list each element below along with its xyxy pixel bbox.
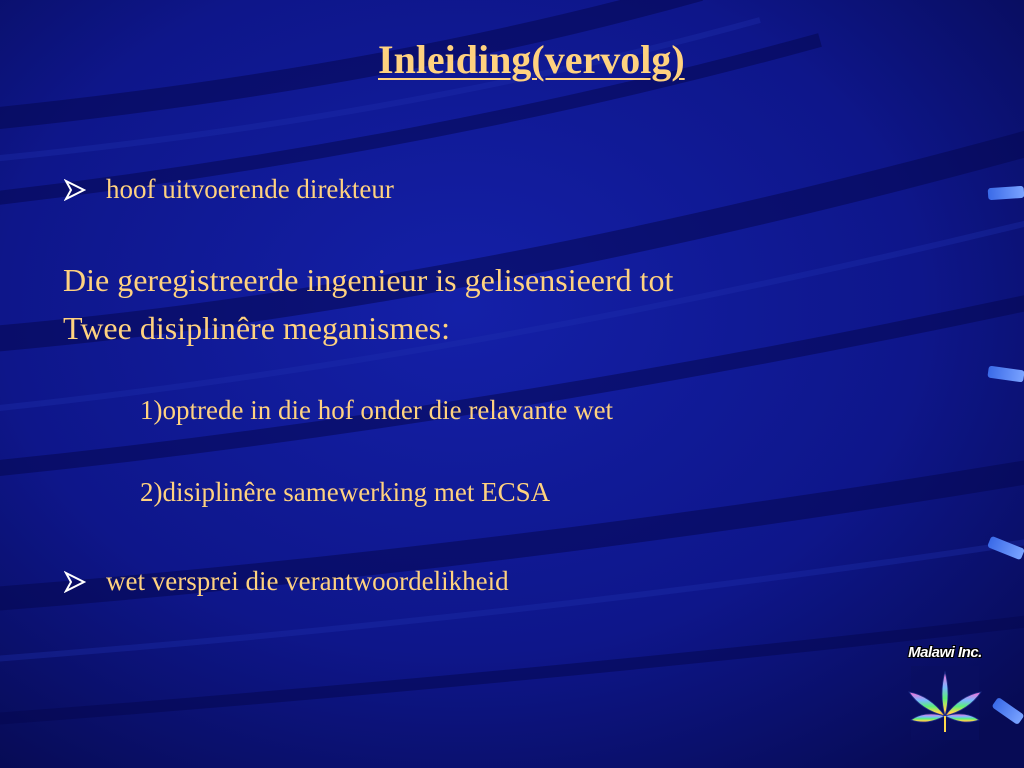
edge-tab	[988, 186, 1024, 200]
leaf-icon	[905, 666, 985, 744]
company-logo	[900, 644, 990, 744]
bullet-item-2	[64, 566, 509, 597]
bullet-item-1	[64, 174, 394, 205]
arrow-bullet-icon	[64, 179, 86, 201]
paragraph-line: Die geregistreerde ingenieur is gelisensieerd tot	[63, 262, 674, 298]
slide-title: Inleiding(vervolg)	[378, 37, 685, 82]
numbered-item-2: 2)disiplinêre samewerking met ECSA	[140, 477, 551, 507]
bullet-text: wet versprei die verantwoordelikheid	[106, 566, 509, 596]
bullet-text: hoof uitvoerende direkteur	[106, 174, 394, 204]
logo-text: Malawi Inc.	[908, 644, 982, 661]
numbered-item-1: 1)optrede in die hof onder die relavante wet	[140, 395, 614, 425]
paragraph-line: Twee disiplinêre meganismes:	[63, 310, 450, 346]
arrow-bullet-icon	[64, 571, 86, 593]
